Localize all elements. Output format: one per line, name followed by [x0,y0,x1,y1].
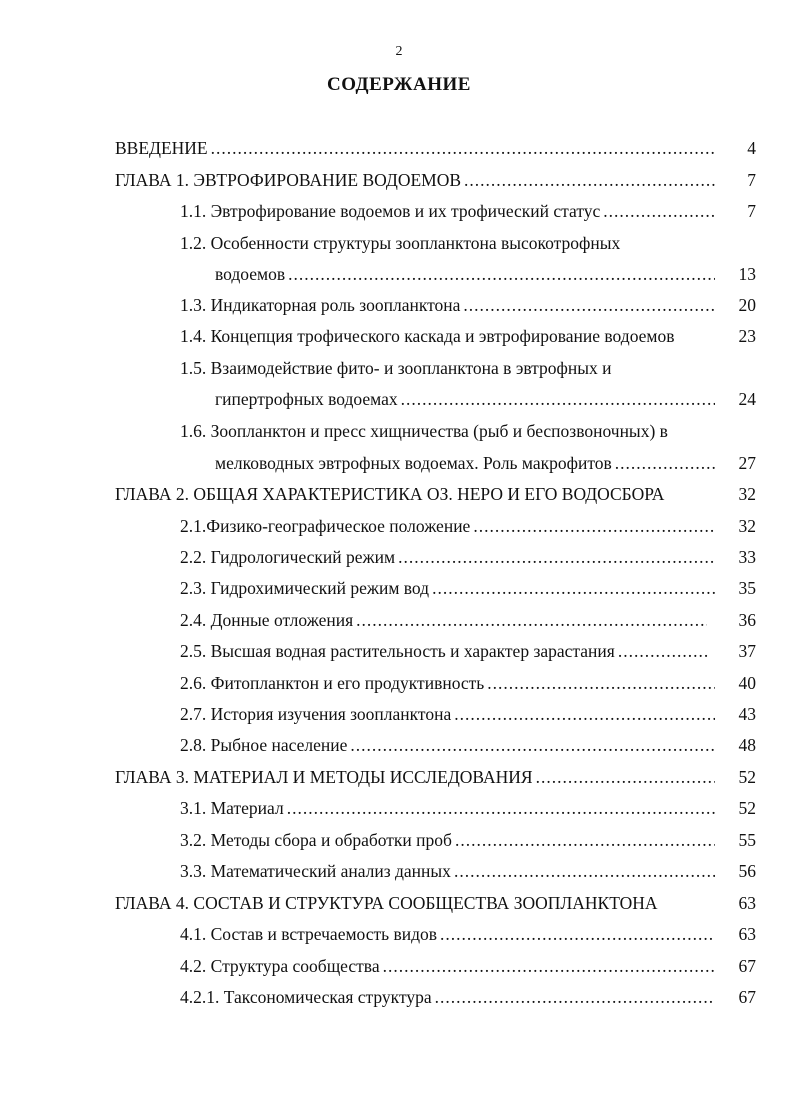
toc-entry [180,514,718,538]
toc-entry-title: 2.8. Рыбное население [180,735,348,755]
leader-dots [288,262,715,286]
toc-entry-page: 27 [738,453,756,473]
toc-entry-page: 43 [738,704,756,724]
leader-dots [432,576,715,600]
leader-dots [350,733,715,757]
toc-entry [180,639,713,663]
toc-entry [180,859,718,883]
toc-entry-title: 2.1.Физико-географическое положение [180,516,471,536]
toc-entry-title: ГЛАВА 1. ЭВТРОФИРОВАНИЕ ВОДОЕМОВ [115,170,462,190]
toc-entry-title: 1.1. Эвтрофирование водоемов и их трофический статус [180,201,601,221]
toc-entry-title: ГЛАВА 2. ОБЩАЯ ХАРАКТЕРИСТИКА ОЗ. НЕРО И ЕГО ВОДОСБОРА [115,484,665,504]
leader-dots [473,514,715,538]
toc-entry [180,985,718,1009]
leader-dots [455,828,715,852]
toc-entry-page: 48 [738,735,756,755]
leader-dots [287,796,715,820]
toc-entry-title: 2.6. Фитопланктон и его продуктивность [180,673,485,693]
toc-entry-page: 40 [738,673,756,693]
leader-dots [398,545,715,569]
toc-entry [180,545,718,569]
toc-entry-title-continued: гипертрофных водоемах [215,389,398,409]
toc-entry-title: ВВЕДЕНИЕ [115,138,208,158]
leader-dots [211,136,715,160]
leader-dots [618,639,710,663]
leader-dots [401,387,715,411]
toc-entry-title: 1.2. Особенности структуры зоопланктона высокотрофных [180,233,621,253]
toc-entry [115,765,718,789]
toc-entry-page: 56 [738,861,756,881]
leader-dots [464,168,715,192]
toc-entry [180,671,718,695]
toc-entry-title: 3.2. Методы сбора и обработки проб [180,830,452,850]
toc-entry-title: ГЛАВА 3. МАТЕРИАЛ И МЕТОДЫ ИССЛЕДОВАНИЯ [115,767,533,787]
toc-entry [180,922,718,946]
toc-entry-title: 2.4. Донные отложения [180,610,354,630]
toc-entry-title: ГЛАВА 4. СОСТАВ И СТРУКТУРА СООБЩЕСТВА ЗООПЛАНКТОНА [115,893,658,913]
toc-entry [180,828,718,852]
toc-entry [180,293,718,317]
toc-entry-page: 7 [747,201,756,221]
leader-dots [463,293,715,317]
toc-entry-title: 2.7. История изучения зоопланктона [180,704,452,724]
leader-dots [356,608,707,632]
toc-entry [215,387,718,411]
toc-entry-title-continued: мелководных эвтрофных водоемах. Роль макрофитов [215,453,612,473]
toc-entry [115,136,718,160]
toc-entry-page: 52 [738,767,756,787]
toc-entry-page: 63 [738,893,756,913]
toc-entry-page: 35 [738,578,756,598]
toc-entry [180,608,710,632]
toc-entry-title-continued: водоемов [215,264,286,284]
toc-entry-title: 1.3. Индикаторная роль зоопланктона [180,295,461,315]
leader-dots [615,451,715,475]
toc-entry-page: 55 [738,830,756,850]
toc-entry-title: 1.6. Зоопланктон и пресс хищничества (рыб и беспозвоночных) в [180,421,668,441]
page-title: СОДЕРЖАНИЕ [327,74,471,95]
leader-dots [536,765,715,789]
toc-entry-page: 32 [738,516,756,536]
toc-entry-page: 52 [738,798,756,818]
toc-entry-page: 33 [738,547,756,567]
toc-entry-title: 2.2. Гидрологический режим [180,547,396,567]
toc-entry-title: 2.3. Гидрохимический режим вод [180,578,430,598]
toc-entry [180,576,718,600]
toc-entry-page: 7 [747,170,756,190]
leader-dots [383,954,715,978]
page-number: 2 [395,44,403,59]
toc-entry [180,702,718,726]
toc-entry-title: 2.5. Высшая водная растительность и характер зарастания [180,641,615,661]
toc-entry-title: 3.3. Математический анализ данных [180,861,451,881]
toc-entry [215,262,718,286]
toc-entry [180,954,718,978]
toc-entry [180,199,718,223]
toc-entry-page: 67 [738,987,756,1007]
toc-entry-page: 36 [738,610,756,630]
toc-entry-page: 23 [738,326,756,346]
toc-entry-page: 63 [738,924,756,944]
toc-entry-title: 4.1. Состав и встречаемость видов [180,924,438,944]
toc-entry [215,451,718,475]
leader-dots [435,985,715,1009]
toc-entry-page: 24 [738,389,756,409]
toc-entry-page: 67 [738,956,756,976]
toc-entry-page: 13 [738,264,756,284]
toc-entry [180,796,718,820]
toc-entry-title: 1.4. Концепция трофического каскада и эвтрофирование водоемов [180,326,675,346]
toc-entry [115,168,718,192]
leader-dots [487,671,715,695]
leader-dots [454,859,715,883]
toc-entry [180,733,718,757]
toc-entry-page: 20 [738,295,756,315]
toc-entry-title: 1.5. Взаимодействие фито- и зоопланктона в эвтрофных и [180,358,612,378]
toc-entry-title: 3.1. Материал [180,798,284,818]
toc-entry-title: 4.2.1. Таксономическая структура [180,987,432,1007]
toc-entry-page: 37 [738,641,756,661]
leader-dots [603,199,715,223]
leader-dots [454,702,715,726]
toc-entry-page: 32 [738,484,756,504]
leader-dots [440,922,715,946]
toc-entry-page: 4 [747,138,756,158]
toc-entry-title: 4.2. Структура сообщества [180,956,380,976]
